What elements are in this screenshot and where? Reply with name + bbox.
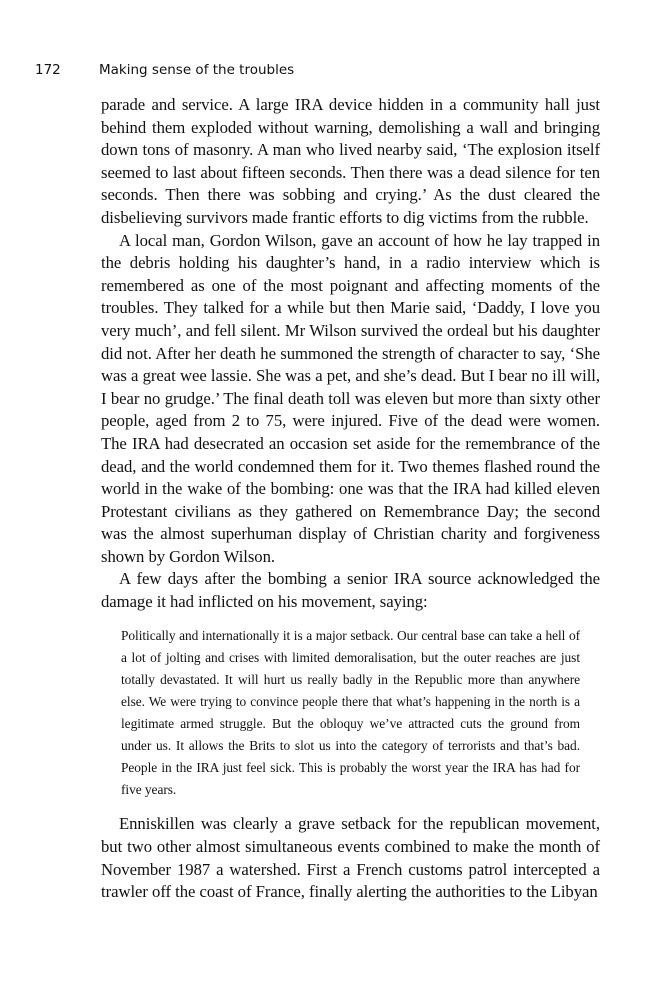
paragraph-ira-source: A few days after the bombing a senior IRA source acknowledged the damage it had inflicted on his movement, saying: xyxy=(101,569,600,612)
body-text xyxy=(101,94,600,904)
block-quote: Politically and internationally it is a major setback. Our central base can take a hell of a lot of jolting and crises with limited demoralisation, but the outer reaches are just totally devastated. It will hurt us really badly in the Republic more than anywhere else. We were trying to convince people there that what’s happening in the north is a legitimate armed struggle. But the obloquy we’ve attracted cuts the ground from under us. It allows the Brits to slot us into the category of terrorists and that’s bad. People in the IRA just feel sick. This is probably the worst year the IRA has had for five years. xyxy=(121,627,580,798)
page-number: 172 xyxy=(35,62,61,78)
paragraph-enniskillen-setback: Enniskillen was clearly a grave setback for the republican movement, but two other almost simultaneous events combined to make the month of November 1987 a watershed. First a French customs patrol intercepted a trawler off the coast of France, finally alerting the authorities to the Libyan xyxy=(101,814,600,902)
paragraph-gordon-wilson: A local man, Gordon Wilson, gave an account of how he lay trapped in the debris holding his daughter’s hand, in a radio interview which is remembered as one of the most poignant and affecting moments of the troubles. They talked for a while but then Marie said, ‘Daddy, I love you very much’, and fell silent. Mr Wilson survived the ordeal but his daughter did not. After her death he summoned the strength of character to say, ‘She was a great wee lassie. She was a pet, and she’s dead. But I bear no ill will, I bear no grudge.’ The final death toll was eleven but more than sixty other people, aged from 2 to 75, were injured. Five of the dead were women. The IRA had desecrated an occasion set aside for the remembrance of the dead, and the world condemned them for it. Two themes flashed round the world in the wake of the bombing: one was that the IRA had killed eleven Protestant civilians as they gathered on Remembrance Day; the second was the almost superhuman display of Christian charity and forgiveness shown by Gordon Wilson. xyxy=(101,230,600,566)
running-head xyxy=(35,61,595,79)
paragraph-explosion-account: parade and service. A large IRA device hidden in a community hall just behind them exploded without warning, demolishing a wall and bringing down tons of masonry. A man who lived nearby said, ‘The explosion itself seemed to last about fifteen seconds. Then there was a dead silence for ten seconds. Then there was sobbing and crying.’ As the dust cleared the disbelieving survivors made frantic efforts to dig victims from the rubble. xyxy=(101,95,600,227)
running-title: Making sense of the troubles xyxy=(99,62,295,78)
